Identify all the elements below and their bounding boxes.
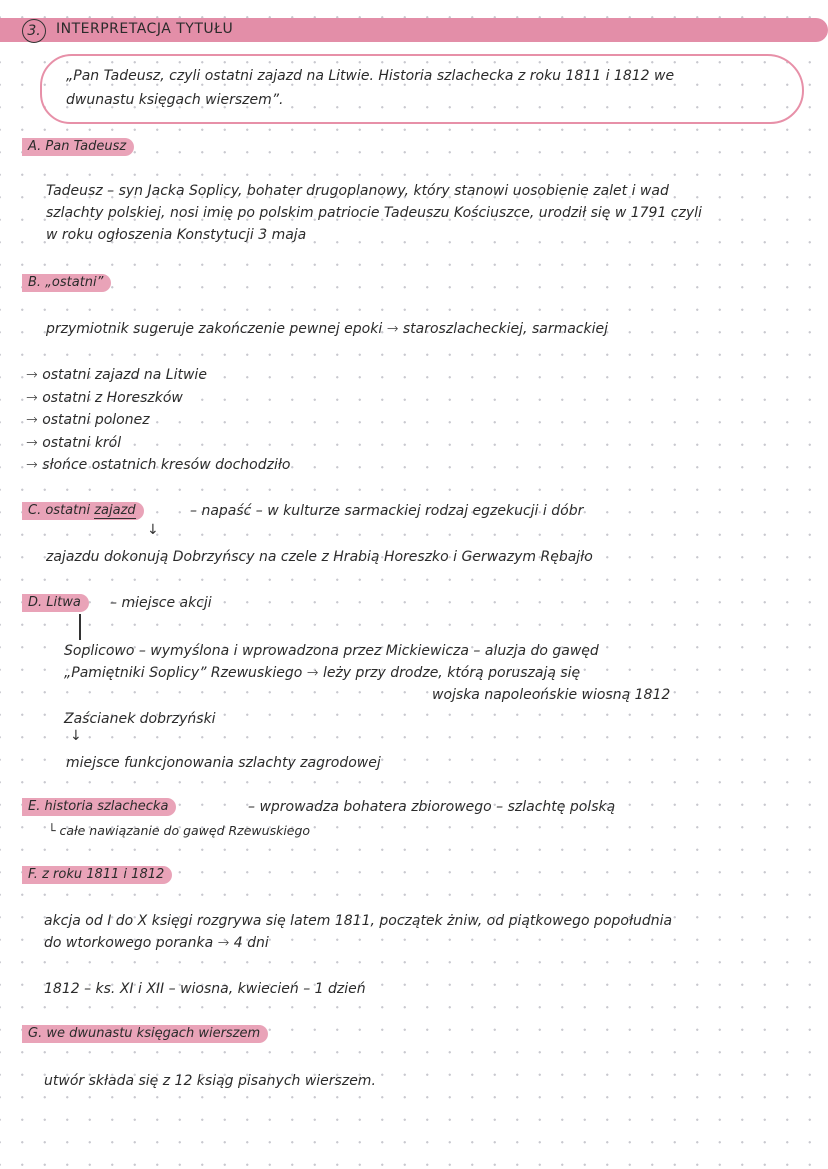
list-item: → ostatni zajazd na Litwie <box>26 367 207 383</box>
arrow-right-icon: → <box>306 665 319 681</box>
arrow-right-icon: → <box>217 935 230 951</box>
section-g-line: utwór składa się z 12 ksiąg pisanych wierszem. <box>44 1073 376 1089</box>
list-item: → słońce ostatnich kresów dochodziło <box>26 457 291 473</box>
arrow-right-icon: → <box>26 367 38 383</box>
section-e-label: E. historia szlachecka <box>22 798 176 816</box>
section-d-definition: – miejsce akcji <box>110 595 212 611</box>
section-b-intro-text: przymiotnik sugeruje zakończenie pewnej epoki <box>46 321 383 337</box>
list-item: → ostatni z Horeszków <box>26 389 183 406</box>
connector-line <box>79 614 81 640</box>
arrow-right-icon: → <box>26 389 38 406</box>
section-c-label-underlined: zajazd <box>94 503 136 518</box>
arrow-right-icon: → <box>26 434 38 451</box>
section-f-line-2: do wtorkowego poranka → 4 dni <box>44 935 269 951</box>
section-c-definition: – napaść – w kulturze sarmackiej rodzaj egzekucji i dóbr <box>190 503 584 519</box>
list-item: → ostatni król <box>26 434 122 451</box>
section-f-line-1: akcja od I do X księgi rozgrywa się latem 1811, początek żniw, od piątkowego popołudnia <box>44 913 673 929</box>
quote-line-2: dwunastu księgach wierszem”. <box>66 92 284 108</box>
section-b-label: B. „ostatni” <box>22 274 111 292</box>
section-d-soplicowo-3: wojska napoleońskie wiosną 1812 <box>432 687 671 703</box>
corner-arrow-icon: └ <box>48 823 56 838</box>
section-g-label: G. we dwunastu księgach wierszem <box>22 1025 268 1043</box>
quote-text <box>66 64 786 112</box>
section-d-soplicowo-1: Soplicowo – wymyślona i wprowadzona przez Mickiewicza – aluzja do gawęd <box>64 643 599 659</box>
arrow-right-icon: → <box>386 321 399 337</box>
section-b-list <box>26 364 290 477</box>
section-d-label: D. Litwa <box>22 594 89 612</box>
section-f-line-3: 1812 – ks. XI i XII – wiosna, kwiecień – 1 dzień <box>44 981 366 997</box>
section-c-sub: zajazdu dokonują Dobrzyńscy na czele z Hrabią Horeszko i Gerwazym Rębajło <box>46 549 593 565</box>
arrow-down-icon: ↓ <box>70 728 82 744</box>
section-a-label: A. Pan Tadeusz <box>22 138 134 156</box>
section-d-zascianek: Zaścianek dobrzyński <box>64 711 216 727</box>
section-a-line-3: w roku ogłoszenia Konstytucji 3 maja <box>46 227 307 243</box>
section-b-intro <box>46 318 608 340</box>
section-a-line-1: Tadeusz – syn Jacka Soplicy, bohater drugoplanowy, który stanowi uosobienie zalet i wad <box>46 183 669 199</box>
arrow-right-icon: → <box>26 412 38 428</box>
arrow-down-icon: ↓ <box>147 522 159 538</box>
arrow-right-icon: → <box>26 457 38 473</box>
section-a-text <box>46 180 702 246</box>
title-number: 3. <box>22 19 46 43</box>
section-d-miejsce: miejsce funkcjonowania szlachty zagrodowej <box>66 755 381 771</box>
page-title: INTERPRETACJA TYTUŁU <box>56 21 234 37</box>
section-a-line-2: szlachty polskiej, nosi imię po polskim patriocie Tadeuszu Kościuszce, urodził się w 1791 czyli <box>46 205 702 221</box>
section-e-definition: – wprowadza bohatera zbiorowego – szlachtę polską <box>248 799 616 815</box>
section-b-intro-result: staroszlacheckiej, sarmackiej <box>402 321 608 337</box>
quote-line-1: „Pan Tadeusz, czyli ostatni zajazd na Litwie. Historia szlachecka z roku 1811 i 1812 we <box>66 68 675 84</box>
section-c-label: C. ostatni zajazd <box>22 502 144 520</box>
section-e-sub: └ całe nawiązanie do gawęd Rzewuskiego <box>48 823 311 838</box>
section-f-label: F. z roku 1811 i 1812 <box>22 866 172 884</box>
list-item: → ostatni polonez <box>26 412 150 428</box>
section-d-soplicowo-2: „Pamiętniki Soplicy” Rzewuskiego → leży przy drodze, którą poruszają się <box>64 665 581 681</box>
